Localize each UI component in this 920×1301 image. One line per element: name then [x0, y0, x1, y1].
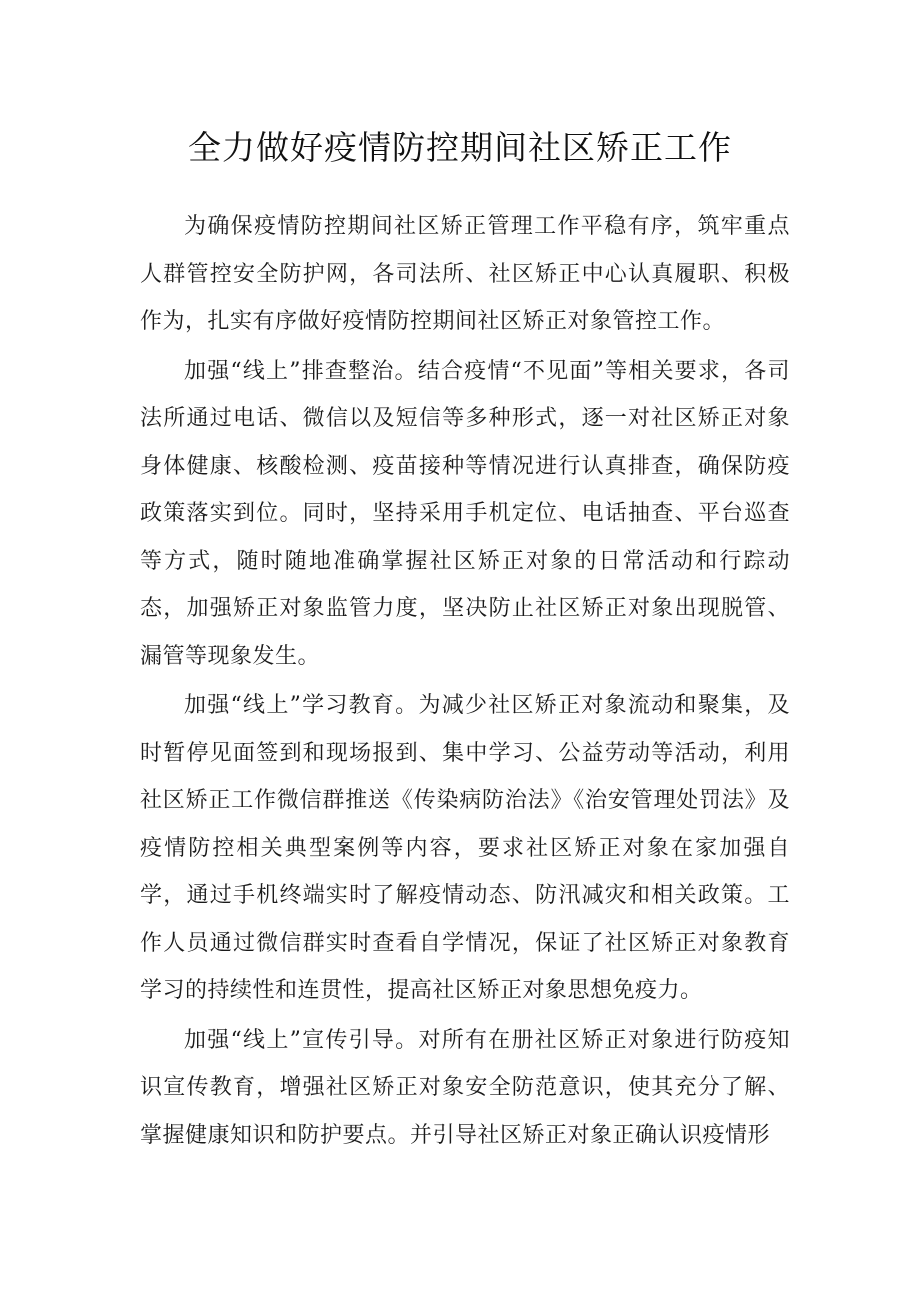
- paragraph-online-education: 加强“线上”学习教育。为减少社区矫正对象流动和聚集，及时暂停见面签到和现场报到、集中学习、公益劳动等活动，利用社区矫正工作微信群推送《传染病防治法》《治安管理处罚法》及疫情防控相关典型案例等内容，要求社区矫正对象在家加强自学，通过手机终端实时了解疫情动态、防汛减灾和相关政策。工作人员通过微信群实时查看自学情况，保证了社区矫正对象教育学习的持续性和连贯性，提高社区矫正对象思想免疫力。: [140, 693, 790, 1003]
- paragraph-online-publicity: 加强“线上”宣传引导。对所有在册社区矫正对象进行防疫知识宣传教育，增强社区矫正对象安全防范意识，使其充分了解、掌握健康知识和防护要点。并引导社区矫正对象正确认识疫情形: [140, 1027, 790, 1148]
- paragraph-online-screening: 加强“线上”排查整治。结合疫情“不见面”等相关要求，各司法所通过电话、微信以及短信等多种形式，逐一对社区矫正对象身体健康、核酸检测、疫苗接种等情况进行认真排查，确保防疫政策落实到位。同时，坚持采用手机定位、电话抽查、平台巡查等方式，随时随地准确掌握社区矫正对象的日常活动和行踪动态，加强矫正对象监管力度，坚决防止社区矫正对象出现脱管、漏管等现象发生。: [140, 358, 790, 669]
- document-title: 全力做好疫情防控期间社区矫正工作: [188, 128, 732, 167]
- document-body: [140, 203, 790, 1161]
- paragraph-intro: 为确保疫情防控期间社区矫正管理工作平稳有序，筑牢重点人群管控安全防护网，各司法所、社区矫正中心认真履职、积极作为，扎实有序做好疫情防控期间社区矫正对象管控工作。: [140, 214, 790, 334]
